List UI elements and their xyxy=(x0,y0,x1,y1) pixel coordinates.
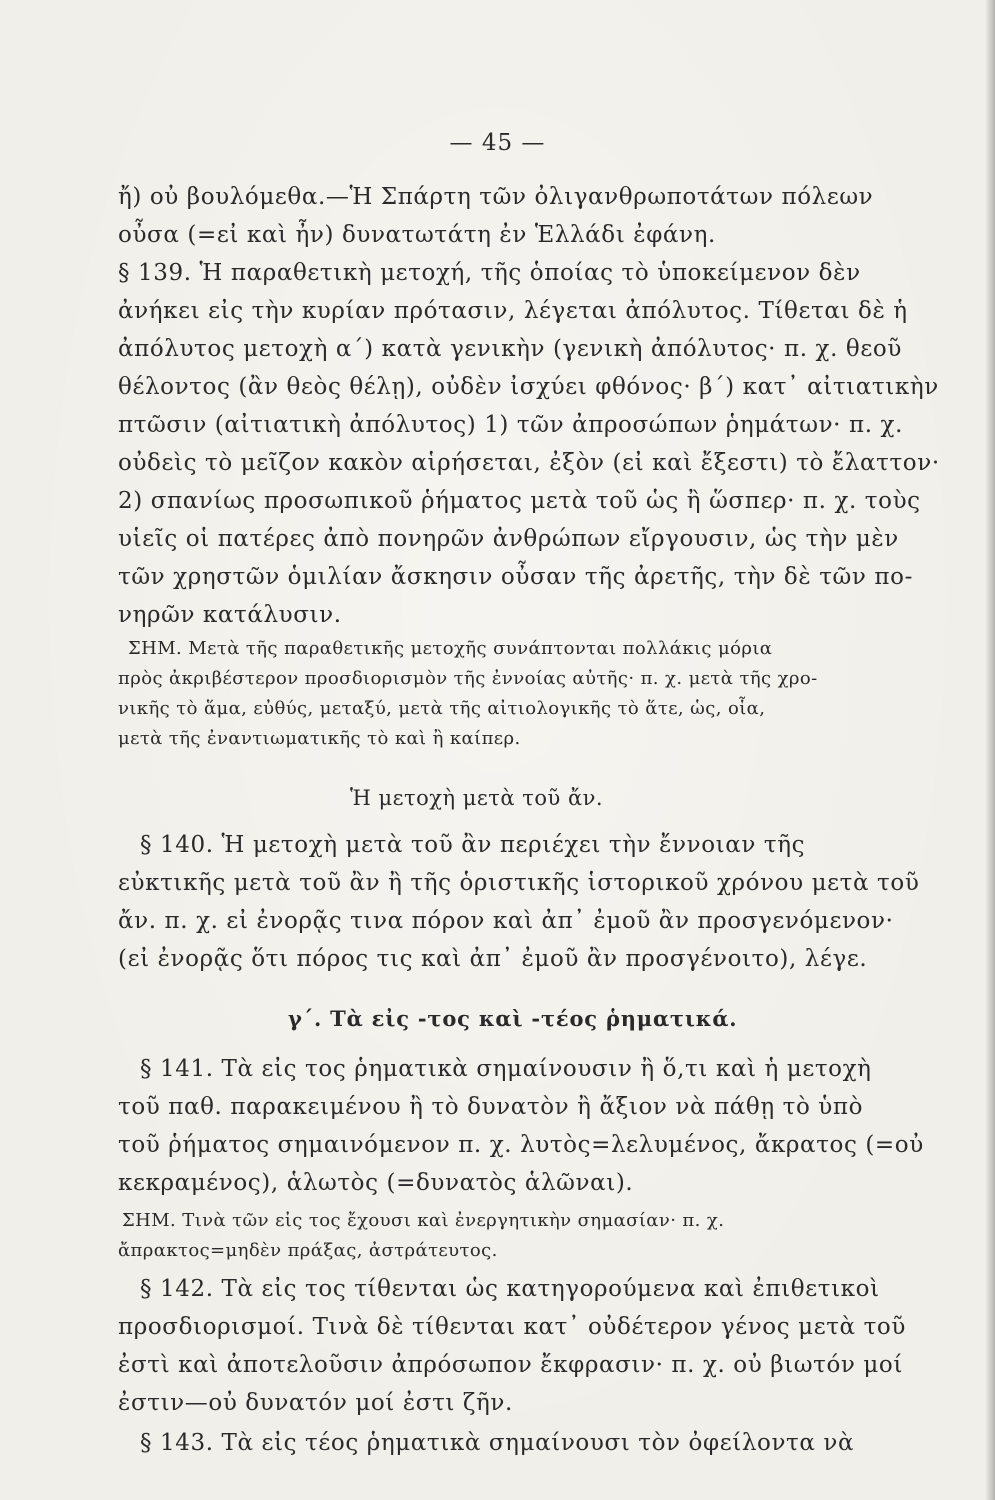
text-line: τοῦ ῥήματος σημαινόμενον π. χ. λυτὸς=λελυμένος, ἄκρατος (=οὐ xyxy=(118,1132,924,1158)
text-line: § 141. Τὰ εἰς τος ῥηματικὰ σημαίνουσιν ἢ ὅ,τι καὶ ἡ μετοχὴ xyxy=(140,1056,872,1082)
text-line: ἤ) οὐ βουλόμεθα.—Ἡ Σπάρτη τῶν ὀλιγανθρωποτάτων πόλεων xyxy=(118,184,874,210)
text-line: οὖσα (=εἰ καὶ ἦν) δυνατωτάτη ἐν Ἑλλάδι ἐφάνη. xyxy=(118,222,716,248)
text-line: θέλοντος (ἂν θεὸς θέλῃ), οὐδὲν ἰσχύει φθόνος· β΄) κατ᾽ αἰτιατικὴν xyxy=(118,374,939,400)
text-line: προσδιορισμοί. Τινὰ δὲ τίθενται κατ᾽ οὐδέτερον γένος μετὰ τοῦ xyxy=(118,1314,906,1340)
text-line: § 139. Ἡ παραθετικὴ μετοχή, τῆς ὁποίας τὸ ὑποκείμενον δὲν xyxy=(118,260,861,286)
page-number: — 45 — xyxy=(449,130,546,156)
text-line: νηρῶν κατάλυσιν. xyxy=(118,602,342,628)
note-line: ΣΗΜ. Μετὰ τῆς παραθετικῆς μετοχῆς συνάπτονται πολλάκις μόρια xyxy=(128,638,773,659)
text-line: οὐδεὶς τὸ μεῖζον κακὸν αἱρήσεται, ἐξὸν (εἰ καὶ ἔξεστι) τὸ ἔλαττον· xyxy=(118,450,940,476)
page-edge-shadow xyxy=(985,0,995,1500)
text-line: ἀνήκει εἰς τὴν κυρίαν πρότασιν, λέγεται ἀπόλυτος. Τίθεται δὲ ἡ xyxy=(118,298,908,324)
text-line: ἀπόλυτος μετοχὴ α΄) κατὰ γενικὴν (γενικὴ ἀπόλυτος· π. χ. θεοῦ xyxy=(118,336,902,362)
text-line: ἐστιν—οὐ δυνατόν μοί ἐστι ζῆν. xyxy=(118,1390,513,1416)
text-line: 2) σπανίως προσωπικοῦ ῥήματος μετὰ τοῦ ὡς ἢ ὥσπερ· π. χ. τοὺς xyxy=(118,488,921,514)
note-line: μετὰ τῆς ἐναντιωματικῆς τὸ καὶ ἢ καίπερ. xyxy=(118,728,521,749)
note-line: ἄπρακτος=μηδὲν πράξας, ἀστράτευτος. xyxy=(118,1240,498,1261)
subheading: γ΄. Τὰ εἰς -τος καὶ -τέος ῥηματικά. xyxy=(288,1006,738,1031)
text-line: κεκραμένος), ἁλωτὸς (=δυνατὸς ἁλῶναι). xyxy=(118,1170,634,1196)
text-line: § 142. Τὰ εἰς τος τίθενται ὡς κατηγορούμενα καὶ ἐπιθετικοὶ xyxy=(140,1276,880,1302)
text-line: § 143. Τὰ εἰς τέος ῥηματικὰ σημαίνουσι τὸν ὀφείλοντα νὰ xyxy=(140,1430,855,1456)
text-line: πτῶσιν (αἰτιατικὴ ἀπόλυτος) 1) τῶν ἀπροσώπων ῥημάτων· π. χ. xyxy=(118,412,903,438)
text-line: ἄν. π. χ. εἰ ἐνορᾷς τινα πόρον καὶ ἀπ᾽ ἐμοῦ ἂν προσγενόμενον· xyxy=(118,908,894,934)
note-line: πρὸς ἀκριβέστερον προσδιορισμὸν τῆς ἐννοίας αὐτῆς· π. χ. μετὰ τῆς χρο- xyxy=(118,668,818,689)
text-line: ἐστὶ καὶ ἀποτελοῦσιν ἀπρόσωπον ἔκφρασιν· π. χ. οὐ βιωτόν μοί xyxy=(118,1352,903,1378)
text-line: § 140. Ἡ μετοχὴ μετὰ τοῦ ἂν περιέχει τὴν ἔννοιαν τῆς xyxy=(140,832,806,858)
text-line: τῶν χρηστῶν ὁμιλίαν ἄσκησιν οὖσαν τῆς ἀρετῆς, τὴν δὲ τῶν πο- xyxy=(118,564,913,590)
text-line: υἱεῖς οἱ πατέρες ἀπὸ πονηρῶν ἀνθρώπων εἴργουσιν, ὡς τὴν μὲν xyxy=(118,526,899,552)
text-line: εὐκτικῆς μετὰ τοῦ ἂν ἢ τῆς ὁριστικῆς ἱστορικοῦ χρόνου μετὰ τοῦ xyxy=(118,870,920,896)
text-line: τοῦ παθ. παρακειμένου ἢ τὸ δυνατὸν ἢ ἄξιον νὰ πάθῃ τὸ ὑπὸ xyxy=(118,1094,864,1120)
subheading: Ἡ μετοχὴ μετὰ τοῦ ἄν. xyxy=(350,786,604,810)
text-line: (εἰ ἐνορᾷς ὅτι πόρος τις καὶ ἀπ᾽ ἐμοῦ ἂν προσγένοιτο), λέγε. xyxy=(118,946,868,972)
note-line: νικῆς τὸ ἅμα, εὐθύς, μεταξύ, μετὰ τῆς αἰτιολογικῆς τὸ ἅτε, ὡς, οἷα, xyxy=(118,698,766,719)
note-line: ΣΗΜ. Τινὰ τῶν εἰς τος ἔχουσι καὶ ἐνεργητικὴν σημασίαν· π. χ. xyxy=(122,1210,725,1231)
